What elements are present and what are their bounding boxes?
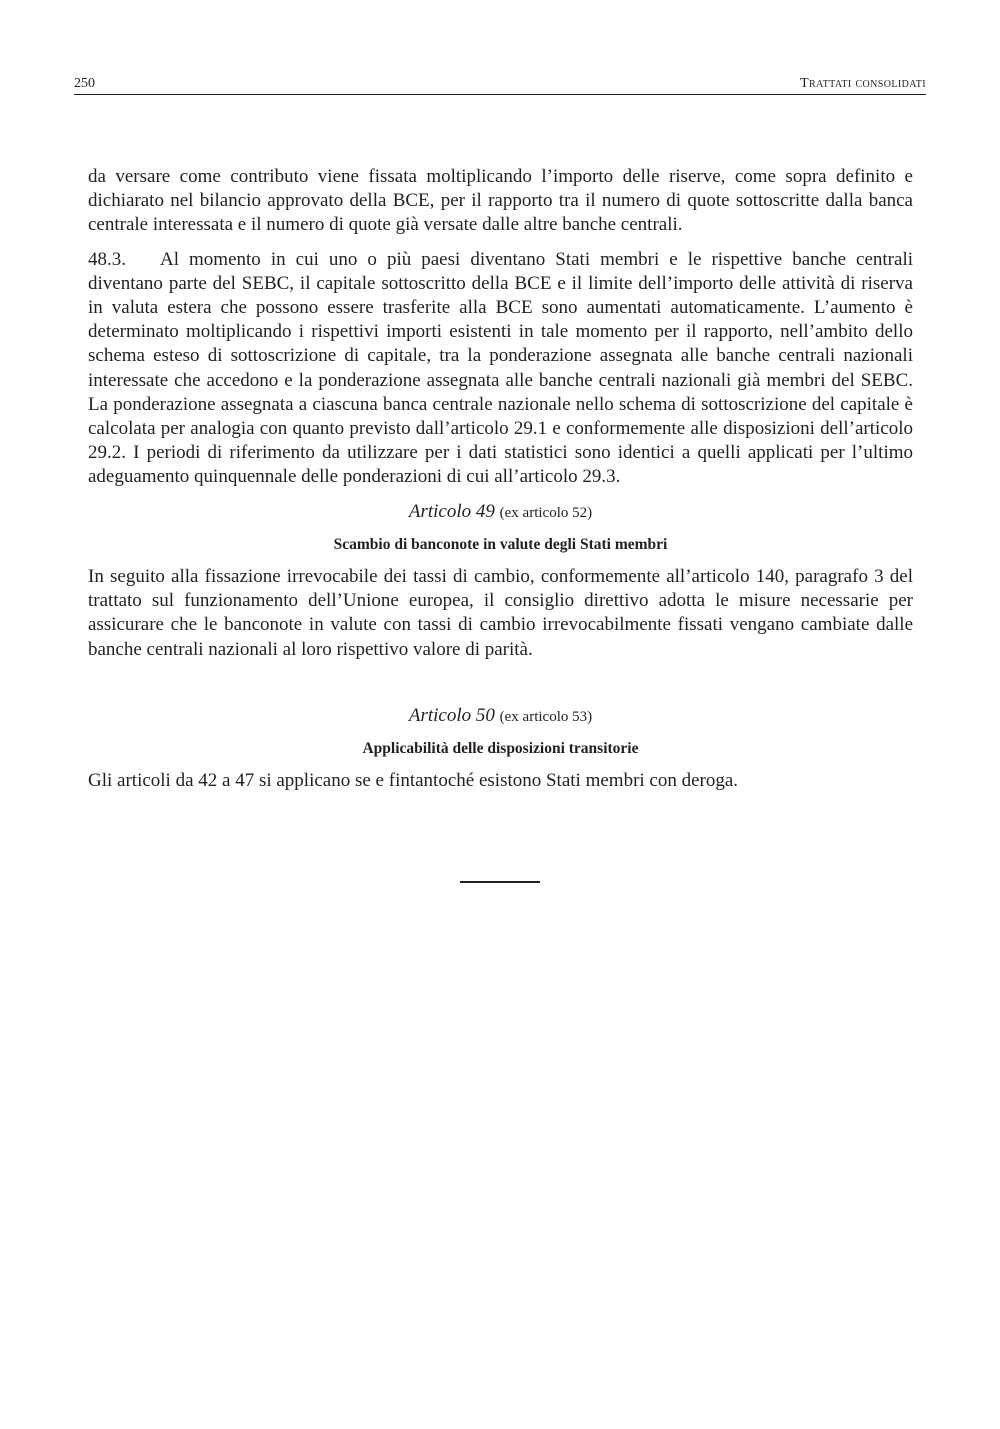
article-50-number: Articolo 50	[408, 704, 495, 726]
paragraph-text: Al momento in cui uno o più paesi diventano Stati membri e le rispettive banche centrali diventano parte del SEBC, il capitale sottoscritto della BCE e il limite dell’importo delle attività di riserva in valuta estera che possono essere trasferite alla BCE sono aumentati automaticamente. L’aumento è determinato moltiplicando i rispettivi importi esistenti in tale momento per il rapporto, nell’ambito dello schema esteso di sottoscrizione di capitale, tra la ponderazione assegnata alle banche centrali nazionali interessate che accedono e la ponderazione assegnata alle banche centrali nazionali già membri del SEBC. La ponderazione assegnata a ciascuna banca centrale nazionale nello schema di sottoscrizione del capitale è calcolata per analogia con quanto previsto dall’articolo 29.1 e conformemente alle disposizioni dell’articolo 29.2. I periodi di riferimento da utilizzare per i dati statistici sono identici a quelli applicati per l’ultimo adeguamento quinquennale delle ponderazioni di cui all’articolo 29.3.	[88, 248, 913, 488]
end-of-section-rule	[460, 881, 540, 883]
page-number: 250	[74, 76, 95, 91]
article-49-title: Scambio di banconote in valute degli Stati membri	[333, 535, 668, 553]
section-spacer	[88, 662, 913, 694]
running-title: Trattati consolidati	[800, 76, 926, 91]
paragraph-number: 48.3.	[88, 248, 126, 270]
article-49-number: Articolo 49	[408, 500, 495, 522]
document-body	[88, 165, 913, 793]
paragraph-continuation: da versare come contributo viene fissata moltiplicando l’importo delle riserve, come sopra definito e dichiarato nel bilancio approvato della BCE, per il rapporto tra il numero di quote sottoscritte dalla banca centrale interessata e il numero di quote già versate dalle altre banche centrali.	[88, 166, 913, 236]
article-50-text: Gli articoli da 42 a 47 si applicano se e fintantoché esistono Stati membri con deroga.	[88, 770, 739, 792]
article-50-title: Applicabilità delle disposizioni transitorie	[362, 740, 639, 758]
article-49-ex-reference: (ex articolo 52)	[499, 504, 593, 521]
paragraph-48-3	[88, 248, 913, 490]
article-49-heading	[88, 500, 913, 525]
article-50-heading	[88, 704, 913, 729]
article-49-text: In seguito alla fissazione irrevocabile dei tassi di cambio, conformemente all’articolo 140, paragrafo 3 del trattato sul funzionamento dell’Unione europea, il consiglio direttivo adotta le misure necessarie per assicurare che le banconote in valute con tassi di cambio irrevocabilmente fissati vengano cambiate dalle banche centrali nazionali al loro rispettivo valore di parità.	[88, 566, 913, 660]
article-50-ex-reference: (ex articolo 53)	[499, 708, 593, 725]
page-header	[74, 75, 926, 95]
